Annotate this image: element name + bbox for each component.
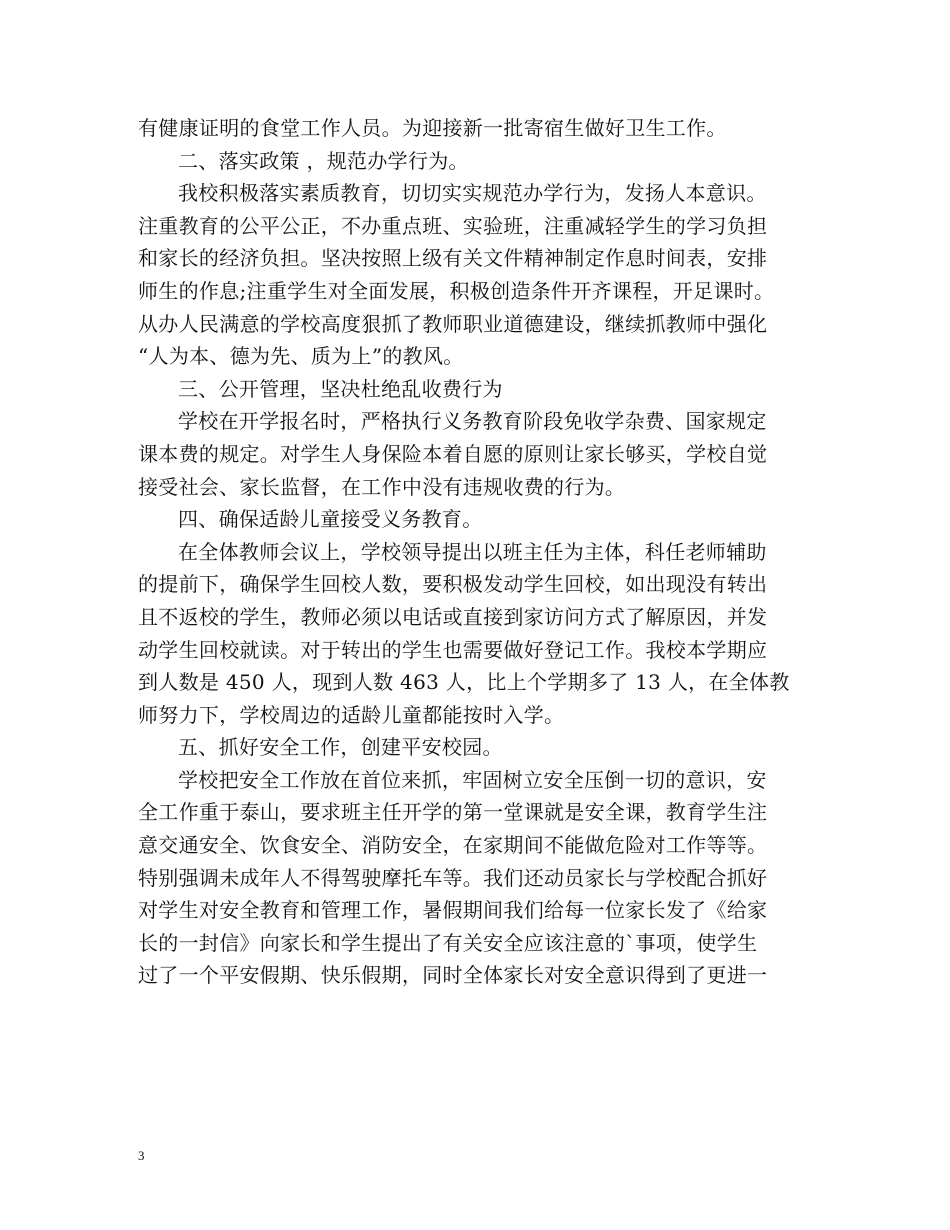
body-line: 注重教育的公平公正，不办重点班、实验班，注重减轻学生的学习负担 [138,213,768,238]
body-line: 从办人民满意的学校高度狠抓了教师职业道德建设，继续抓教师中强化 [138,311,768,336]
page-number: 3 [138,1148,145,1163]
body-line: 师生的作息;注重学生对全面发展，积极创造条件开齐课程，开足课时。 [138,278,775,303]
body-line: 课本费的规定。对学生人身保险本着自愿的原则让家长够买，学校自觉 [138,441,768,466]
body-line: 且不返校的学生，教师必须以电话或直接到家访问方式了解原因，并发 [138,604,768,629]
body-line: 有健康证明的食堂工作人员。为迎接新一批寄宿生做好卫生工作。 [138,116,727,140]
body-line: 动学生回校就读。对于转出的学生也需要做好登记工作。我校本学期应 [138,637,768,662]
body-line: 和家长的经济负担。坚决按照上级有关文件精神制定作息时间表，安排 [138,246,768,271]
paragraph-first-line: 学校把安全工作放在首位来抓，牢固树立安全压倒一切的意识，安 [178,767,767,792]
body-line: 特别强调未成年人不得驾驶摩托车等。我们还动员家长与学校配合抓好 [138,865,768,890]
section-heading: 二、落实政策 ，规范办学行为。 [178,148,469,173]
document-body [138,112,828,992]
section-heading: 三、公开管理，坚决杜绝乱收费行为 [178,376,503,401]
body-line: 长的一封信》向家长和学生提出了有关安全应该注意的`事项，使学生 [138,930,758,955]
paragraph-first-line: 我校积极落实素质教育，切切实实规范办学行为，发扬人本意识。 [178,181,767,206]
section-heading: 五、抓好安全工作，创建平安校园。 [178,735,503,760]
body-line: 对学生对安全教育和管理工作，暑假期间我们给每一位家长发了《给家 [138,898,768,923]
body-line: 到人数是 450 人，现到人数 463 人，比上个学期多了 13 人，在全体教 [138,670,790,695]
body-line: 过了一个平安假期、快乐假期，同时全体家长对安全意识得到了更进一 [138,963,768,988]
body-line: 师努力下，学校周边的适龄儿童都能按时入学。 [138,702,565,727]
body-line: 接受社会、家长监督，在工作中没有违规收费的行为。 [138,474,626,499]
body-line: 意交通安全、饮食安全、消防安全，在家期间不能做危险对工作等等。 [138,833,768,858]
section-heading: 四、确保适龄儿童接受义务教育。 [178,507,483,532]
body-line: 全工作重于泰山，要求班主任开学的第一堂课就是安全课，教育学生注 [138,800,768,825]
body-line: “人为本、德为先、质为上”的教风。 [138,344,464,369]
paragraph-first-line: 学校在开学报名时，严格执行义务教育阶段免收学杂费、国家规定 [178,409,767,434]
body-line: 的提前下，确保学生回校人数，要积极发动学生回校，如出现没有转出 [138,572,768,597]
paragraph-first-line: 在全体教师会议上，学校领导提出以班主任为主体，科任老师辅助 [178,539,767,564]
